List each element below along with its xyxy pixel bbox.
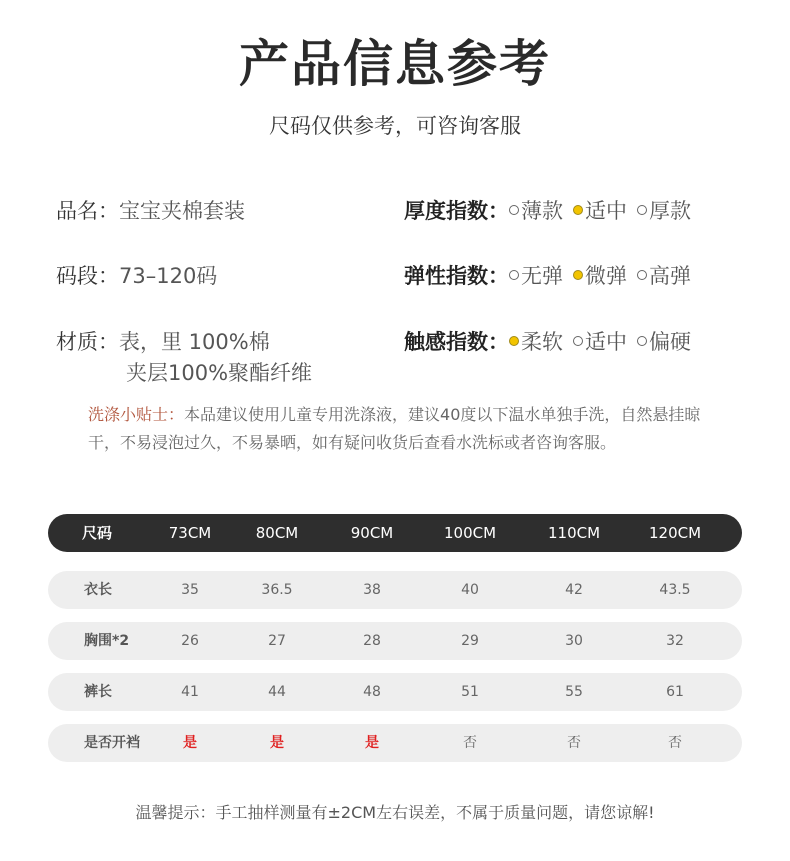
table-cell: 51 (461, 684, 479, 700)
table-cell: 43.5 (659, 582, 691, 598)
unselected-dot-icon (509, 205, 519, 215)
washing-tips (88, 401, 728, 457)
unselected-dot-icon (637, 336, 647, 346)
table-cell: 是 (183, 735, 197, 751)
table-cell: 否 (567, 735, 581, 751)
unselected-dot-icon (573, 336, 583, 346)
selected-dot-icon (573, 270, 583, 280)
index-option-label: 偏硬 (649, 330, 691, 354)
table-cell: 44 (268, 684, 286, 700)
material (56, 326, 270, 356)
index-row (404, 260, 701, 290)
material-line-2 (126, 357, 312, 387)
index-option-label: 适中 (585, 330, 627, 354)
size-range (56, 260, 217, 290)
index-option (509, 260, 563, 290)
product-name-value: 宝宝夹棉套装 (119, 199, 245, 223)
washing-tips-text: 本品建议使用儿童专用洗涤液，建议40度以下温水单独手洗，自然悬挂晾干，不易浸泡过久，不易暴晒，如有疑问收货后查看水洗标或者咨询客服。 (88, 405, 701, 452)
table-cell: 48 (363, 684, 381, 700)
table-row (48, 571, 742, 609)
table-cell: 35 (181, 582, 199, 598)
size-column-header: 80CM (255, 524, 299, 542)
table-cell: 42 (565, 582, 583, 598)
measurement-note: 温馨提示：手工抽样测量有±2CM左右误差，不属于质量问题，请您谅解! (135, 803, 655, 822)
index-option (509, 195, 563, 225)
size-column-header: 120CM (648, 524, 702, 542)
size-table-header (48, 514, 742, 552)
table-cell: 27 (268, 633, 286, 649)
row-label: 是否开裆 (84, 735, 140, 751)
index-option-label: 微弹 (585, 264, 627, 288)
table-cell: 55 (565, 684, 583, 700)
row-label: 裤长 (84, 684, 112, 700)
table-row (48, 724, 742, 762)
unselected-dot-icon (509, 270, 519, 280)
index-option (573, 260, 627, 290)
index-option-label: 厚款 (649, 199, 691, 223)
index-option (637, 260, 691, 290)
material-value-2: 夹层100%聚酯纤维 (126, 361, 313, 385)
table-cell: 否 (668, 735, 682, 751)
row-label: 衣长 (84, 582, 112, 598)
index-label: 弹性指数： (404, 264, 509, 288)
unselected-dot-icon (637, 205, 647, 215)
table-cell: 38 (363, 582, 381, 598)
product-name (56, 195, 245, 225)
row-label: 胸围*2 (84, 633, 130, 649)
table-cell: 32 (666, 633, 684, 649)
unselected-dot-icon (637, 270, 647, 280)
table-cell: 否 (463, 735, 477, 751)
index-row (404, 195, 701, 225)
size-column-header: 100CM (443, 524, 497, 542)
index-option-label: 无弹 (521, 264, 563, 288)
table-row (48, 673, 742, 711)
size-header-label: 尺码 (82, 524, 113, 542)
material-value-1: 表，里 100%棉 (119, 330, 270, 354)
table-cell: 是 (270, 735, 284, 751)
size-column-header: 90CM (350, 524, 394, 542)
index-label: 触感指数： (404, 330, 509, 354)
table-cell: 30 (565, 633, 583, 649)
table-cell: 29 (461, 633, 479, 649)
index-option (573, 326, 627, 356)
selected-dot-icon (573, 205, 583, 215)
index-label: 厚度指数： (404, 199, 509, 223)
size-column-header: 110CM (547, 524, 601, 542)
index-option-label: 柔软 (521, 330, 563, 354)
index-option-label: 薄款 (521, 199, 563, 223)
table-cell: 是 (365, 735, 379, 751)
table-cell: 28 (363, 633, 381, 649)
table-cell: 26 (181, 633, 199, 649)
index-option (573, 195, 627, 225)
index-option (509, 326, 563, 356)
table-cell: 61 (666, 684, 684, 700)
index-option-label: 高弹 (649, 264, 691, 288)
size-range-value: 73–120码 (119, 264, 218, 288)
index-option (637, 195, 691, 225)
table-cell: 40 (461, 582, 479, 598)
page-subtitle: 尺码仅供参考，可咨询客服 (269, 114, 521, 138)
table-cell: 36.5 (261, 582, 293, 598)
index-option-label: 适中 (585, 199, 627, 223)
table-cell: 41 (181, 684, 199, 700)
washing-tips-key: 洗涤小贴士： (88, 405, 185, 424)
page-title: 产品信息参考 (239, 35, 551, 93)
size-column-header: 73CM (168, 524, 212, 542)
index-row (404, 326, 701, 356)
product-name-key: 品名： (56, 199, 119, 223)
material-key: 材质： (56, 330, 119, 354)
index-option (637, 326, 691, 356)
table-row (48, 622, 742, 660)
selected-dot-icon (509, 336, 519, 346)
size-range-key: 码段： (56, 264, 119, 288)
